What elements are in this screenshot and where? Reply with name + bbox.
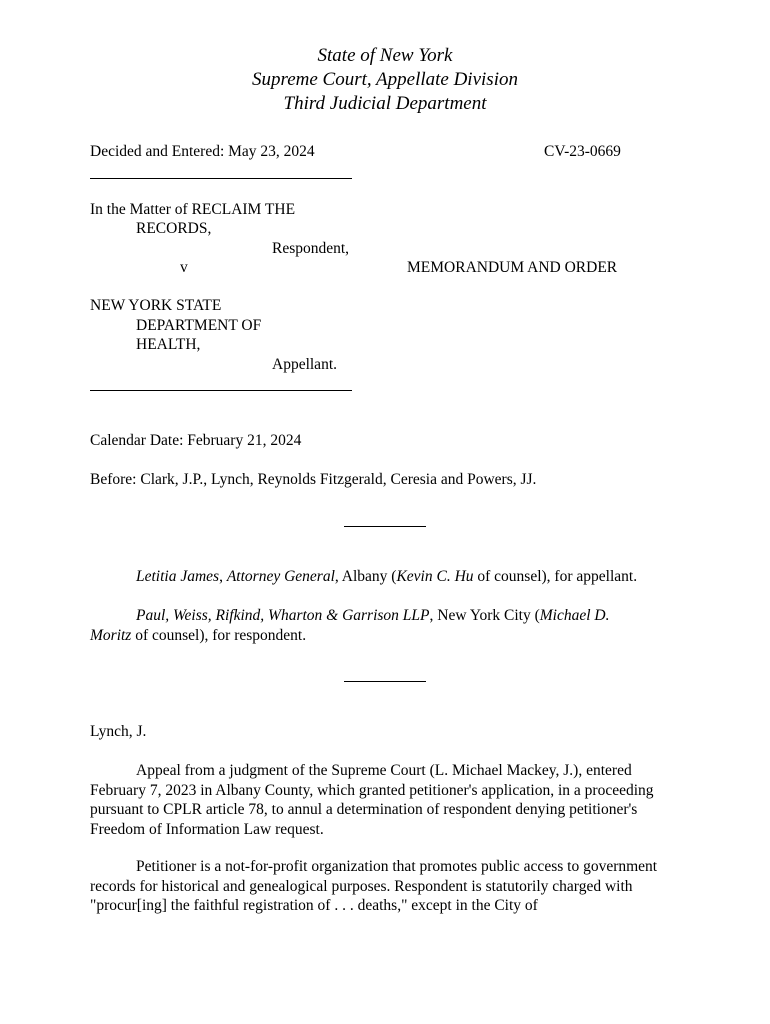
opinion-paragraph-2: Petitioner is a not-for-profit organization that promotes public access to government records for historical and genealogical purposes. Respondent is statutorily charged with "procur[ing] the faithful registration of . . . deaths," except in the City of	[90, 858, 658, 914]
counsel-respondent-line1: Paul, Weiss, Rifkind, Wharton & Garrison LLP, New York City (Michael D.	[136, 607, 610, 624]
caption-appellant-line2: DEPARTMENT OF	[136, 317, 262, 334]
caption-bottom-rule	[90, 390, 352, 391]
header-court: Supreme Court, Appellate Division	[252, 69, 518, 90]
caption-role-respondent: Respondent,	[272, 240, 350, 257]
caption-appellant-line3: HEALTH,	[136, 336, 201, 353]
document-type: MEMORANDUM AND ORDER	[407, 259, 618, 276]
caption-appellant-line1: NEW YORK STATE	[90, 297, 222, 314]
calendar-date: Calendar Date: February 21, 2024	[90, 432, 302, 449]
header-department: Third Judicial Department	[283, 93, 487, 114]
caption-versus: v	[180, 259, 188, 276]
court-header	[0, 44, 770, 116]
caption-petitioner-line2: RECORDS,	[136, 220, 212, 237]
decided-date: Decided and Entered: May 23, 2024	[90, 143, 315, 160]
opinion-author: Lynch, J.	[90, 723, 147, 740]
header-state: State of New York	[317, 45, 453, 66]
docket-number: CV-23-0669	[544, 143, 621, 160]
section-divider-2	[344, 681, 426, 682]
counsel-appellant: Letitia James, Attorney General, Albany (Kevin C. Hu of counsel), for appellant.	[136, 568, 638, 585]
caption-role-appellant: Appellant.	[272, 356, 337, 373]
caption-top-rule	[90, 178, 352, 179]
caption-petitioner-line1: In the Matter of RECLAIM THE	[90, 201, 296, 218]
counsel-respondent-line2: Moritz of counsel), for respondent.	[90, 627, 307, 644]
section-divider-1	[344, 526, 426, 527]
panel-judges: Before: Clark, J.P., Lynch, Reynolds Fitzgerald, Ceresia and Powers, JJ.	[90, 471, 537, 488]
opinion-paragraph-1: Appeal from a judgment of the Supreme Court (L. Michael Mackey, J.), entered February 7, 2023 in Albany County, which granted petitioner's application, in a proceeding pursuant to CPLR article 78, to annul a determination of respondent denying petitioner's Freedom of Information Law request.	[90, 762, 654, 838]
